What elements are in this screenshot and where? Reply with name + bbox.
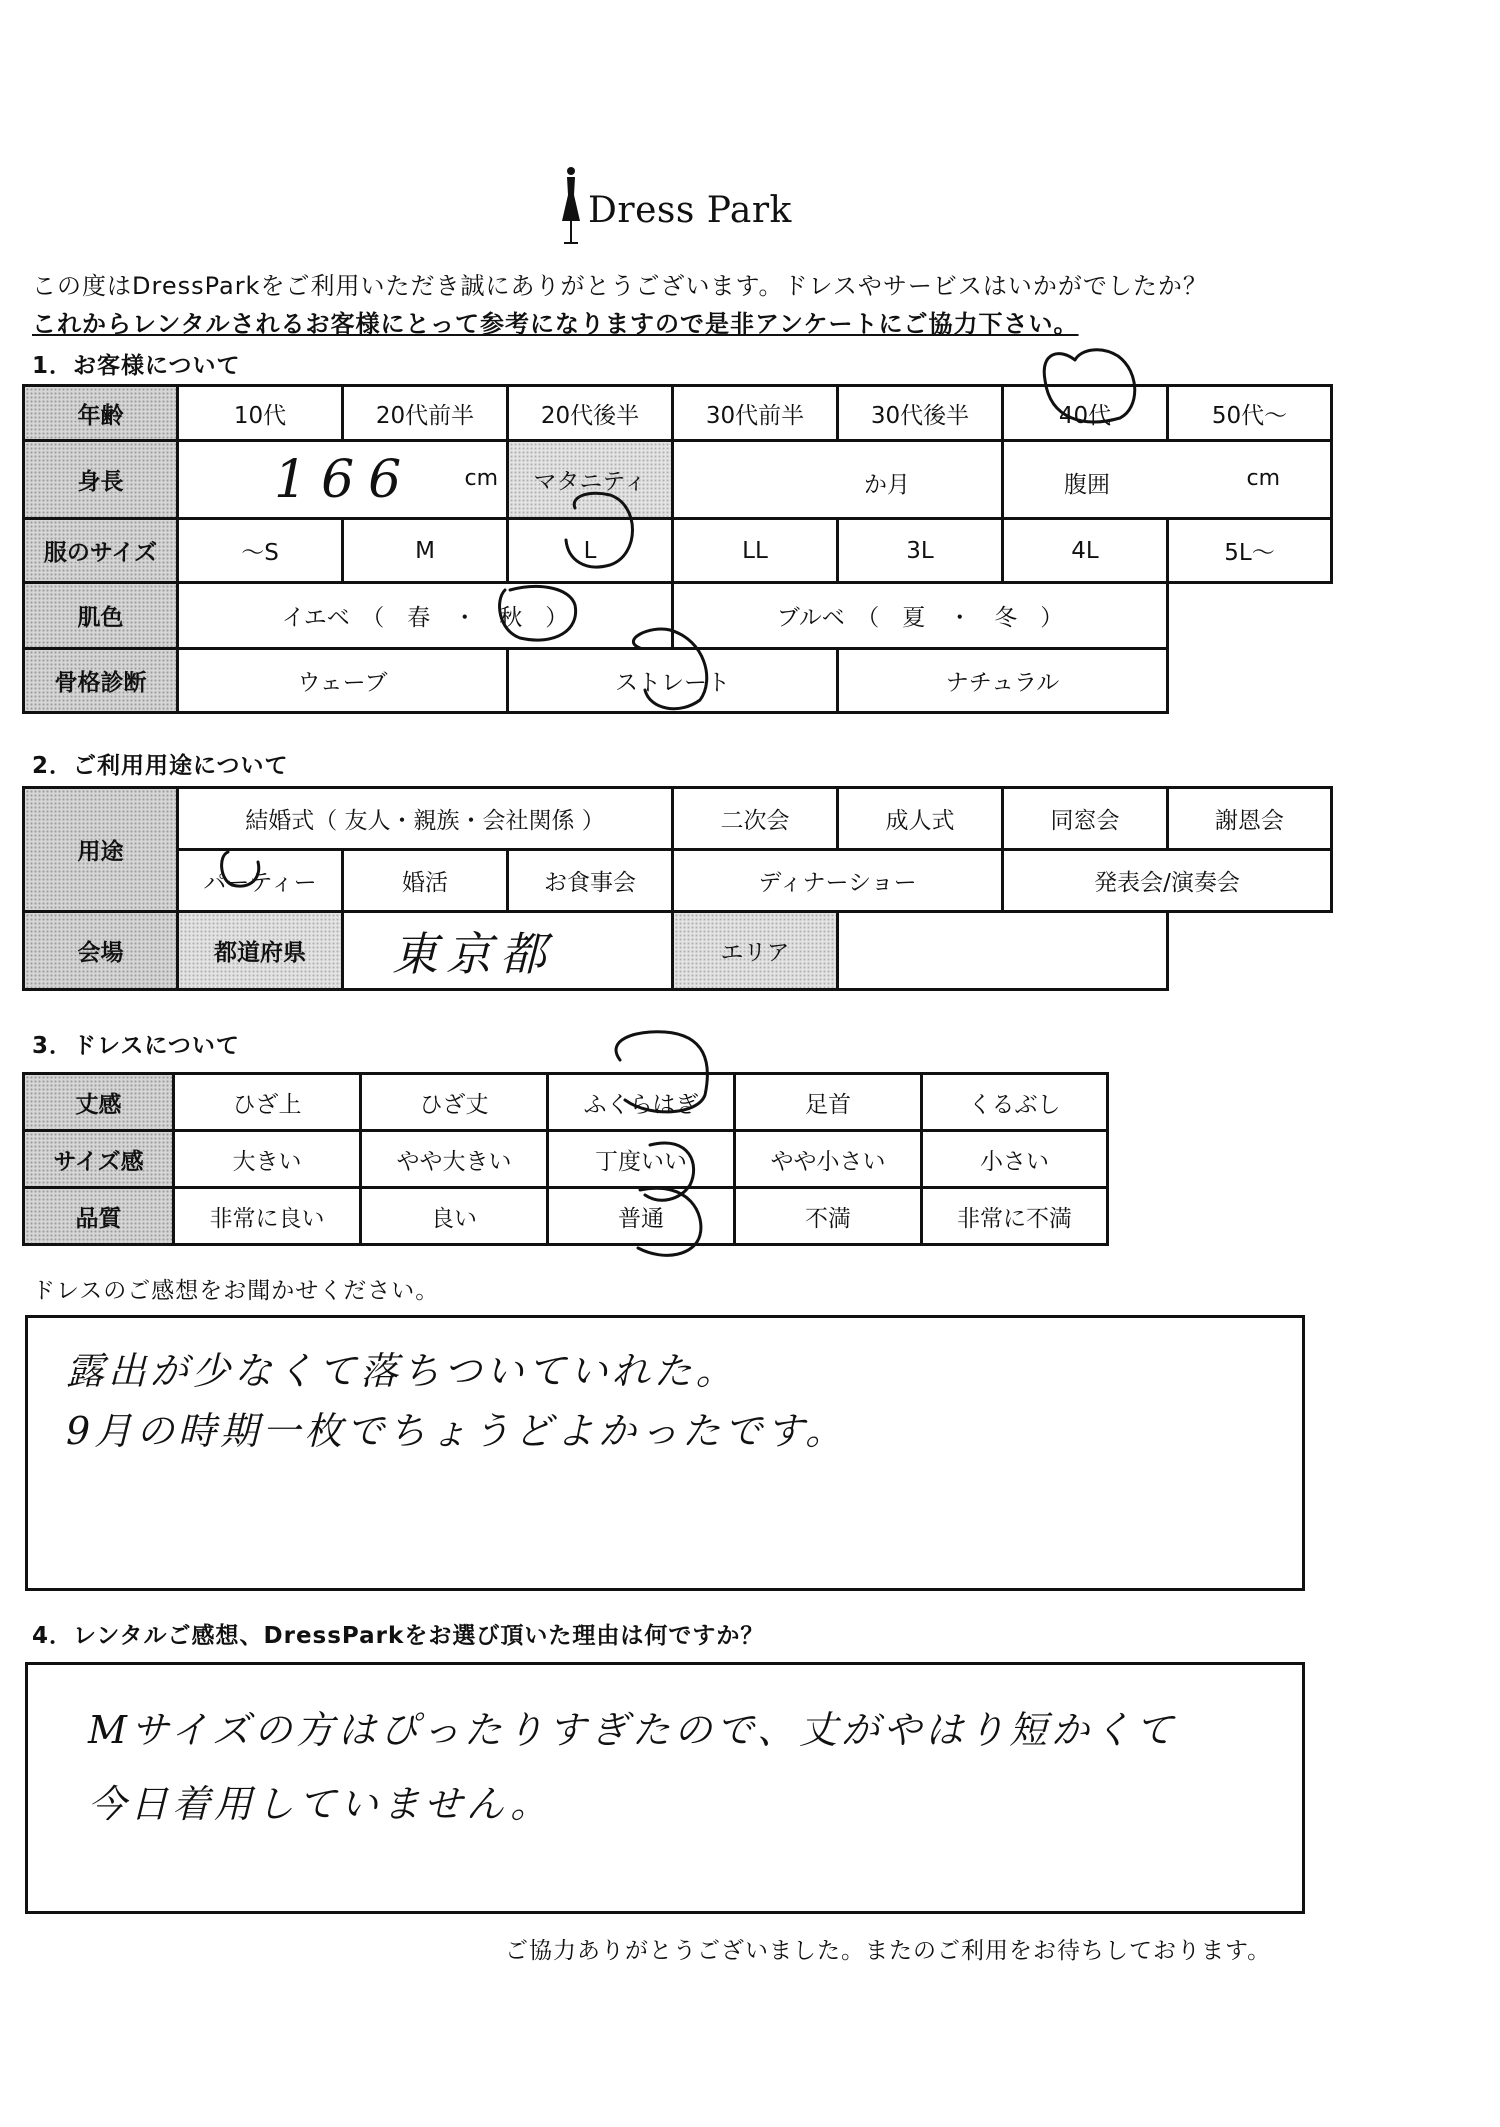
length-option[interactable]: 足首 bbox=[735, 1074, 922, 1131]
months-unit: か月 bbox=[864, 472, 910, 498]
length-option-selected[interactable]: ふくらはぎ bbox=[548, 1074, 735, 1131]
size-option-selected[interactable]: L bbox=[508, 519, 673, 583]
length-option[interactable]: ひざ上 bbox=[174, 1074, 361, 1131]
size-option[interactable]: M bbox=[343, 519, 508, 583]
venue-label: 会場 bbox=[24, 912, 178, 990]
waist-unit: cm bbox=[1246, 466, 1280, 491]
usage-option[interactable]: 謝恩会 bbox=[1168, 788, 1332, 850]
usage-table bbox=[22, 786, 1333, 991]
frame-option[interactable]: ナチュラル bbox=[838, 649, 1168, 713]
frame-label: 骨格診断 bbox=[24, 649, 178, 713]
prefecture-label: 都道府県 bbox=[178, 912, 343, 990]
age-option[interactable]: 50代～ bbox=[1168, 386, 1332, 441]
height-value: 166 bbox=[274, 450, 416, 510]
quality-option[interactable]: 良い bbox=[361, 1188, 548, 1245]
fit-option[interactable]: やや小さい bbox=[735, 1131, 922, 1188]
size-option[interactable]: ～S bbox=[178, 519, 343, 583]
fit-option-selected[interactable]: 丁度いい bbox=[548, 1131, 735, 1188]
usage-option[interactable]: 発表会/演奏会 bbox=[1003, 850, 1332, 912]
dress-logo-icon bbox=[558, 165, 584, 253]
usage-option[interactable]: 婚活 bbox=[343, 850, 508, 912]
area-value[interactable] bbox=[838, 912, 1168, 990]
age-option[interactable]: 20代後半 bbox=[508, 386, 673, 441]
footer-thanks: ご協力ありがとうございました。またのご利用をお待ちしております。 bbox=[505, 1938, 1272, 1964]
fit-option[interactable]: 大きい bbox=[174, 1131, 361, 1188]
height-label: 身長 bbox=[24, 441, 178, 519]
reason-comment-line: 今日着用していません。 bbox=[88, 1782, 553, 1826]
age-option[interactable]: 10代 bbox=[178, 386, 343, 441]
height-unit: cm bbox=[464, 466, 498, 491]
quality-label: 品質 bbox=[24, 1188, 174, 1245]
length-option[interactable]: くるぶし bbox=[922, 1074, 1108, 1131]
usage-option-selected[interactable]: パーティー bbox=[178, 850, 343, 912]
area-label: エリア bbox=[673, 912, 838, 990]
frame-option-selected[interactable]: ストレート bbox=[508, 649, 838, 713]
prefecture-value[interactable]: 東京都 bbox=[343, 912, 673, 990]
waist-field[interactable] bbox=[1003, 441, 1332, 519]
usage-label: 用途 bbox=[24, 788, 178, 912]
skin-row bbox=[24, 583, 1332, 649]
usage-option[interactable]: 結婚式（ 友人・親族・会社関係 ） bbox=[178, 788, 673, 850]
age-row bbox=[24, 386, 1332, 441]
waist-label: 腹囲 bbox=[1064, 472, 1110, 498]
skin-label: 肌色 bbox=[24, 583, 178, 649]
reason-comment-line: Mサイズの方はぴったりすぎたので、丈がやはり短かくて bbox=[88, 1708, 1178, 1752]
maternity-months-field[interactable] bbox=[673, 441, 1003, 519]
quality-option[interactable]: 非常に不満 bbox=[922, 1188, 1108, 1245]
height-field[interactable] bbox=[178, 441, 508, 519]
usage-option[interactable]: ディナーショー bbox=[673, 850, 1003, 912]
fit-option[interactable]: やや大きい bbox=[361, 1131, 548, 1188]
dress-comment-line: 9月の時期一枚でちょうどよかったです。 bbox=[66, 1409, 848, 1453]
size-label: 服のサイズ bbox=[24, 519, 178, 583]
quality-option[interactable]: 非常に良い bbox=[174, 1188, 361, 1245]
size-option[interactable]: 4L bbox=[1003, 519, 1168, 583]
brand-logo: Dress Park bbox=[588, 190, 792, 231]
length-option[interactable]: ひざ丈 bbox=[361, 1074, 548, 1131]
frame-row bbox=[24, 649, 1332, 713]
length-label: 丈感 bbox=[24, 1074, 174, 1131]
size-option[interactable]: LL bbox=[673, 519, 838, 583]
usage-option[interactable]: お食事会 bbox=[508, 850, 673, 912]
maternity-label: マタニティ bbox=[508, 441, 673, 519]
intro-request: これからレンタルされるお客様にとって参考になりますので是非アンケートにご協力下さい。 bbox=[32, 310, 1079, 338]
age-option[interactable]: 30代前半 bbox=[673, 386, 838, 441]
age-option-selected[interactable]: 40代 bbox=[1003, 386, 1168, 441]
age-label: 年齢 bbox=[24, 386, 178, 441]
size-option[interactable]: 5L～ bbox=[1168, 519, 1332, 583]
fit-label: サイズ感 bbox=[24, 1131, 174, 1188]
section3-title: 3．ドレスについて bbox=[32, 1033, 240, 1059]
quality-option[interactable]: 不満 bbox=[735, 1188, 922, 1245]
fit-option[interactable]: 小さい bbox=[922, 1131, 1108, 1188]
skin-yellow-option[interactable]: イエベ （ 春 ・ 秋 ） bbox=[178, 583, 673, 649]
age-option[interactable]: 30代後半 bbox=[838, 386, 1003, 441]
intro-text: この度はDressParkをご利用いただき誠にありがとうございます。ドレスやサービスはいかがでしたか？ bbox=[32, 272, 1208, 300]
dress-comment-box[interactable] bbox=[25, 1315, 1305, 1591]
section4-title: 4．レンタルご感想、DressParkをお選び頂いた理由は何ですか？ bbox=[32, 1623, 765, 1649]
frame-option[interactable]: ウェーブ bbox=[178, 649, 508, 713]
section1-title: 1．お客様について bbox=[32, 353, 241, 379]
dress-comment-prompt: ドレスのご感想をお聞かせください。 bbox=[32, 1278, 440, 1304]
height-row bbox=[24, 441, 1332, 519]
size-row bbox=[24, 519, 1332, 583]
usage-option[interactable]: 成人式 bbox=[838, 788, 1003, 850]
usage-option[interactable]: 二次会 bbox=[673, 788, 838, 850]
section2-title: 2．ご利用用途について bbox=[32, 753, 289, 779]
dress-comment-line: 露出が少なくて落ちついていれた。 bbox=[66, 1349, 738, 1393]
age-option[interactable]: 20代前半 bbox=[343, 386, 508, 441]
customer-table bbox=[22, 384, 1333, 714]
dress-table bbox=[22, 1072, 1109, 1246]
usage-option[interactable]: 同窓会 bbox=[1003, 788, 1168, 850]
reason-comment-box[interactable] bbox=[25, 1662, 1305, 1914]
quality-option-selected[interactable]: 普通 bbox=[548, 1188, 735, 1245]
skin-blue-option[interactable]: ブルベ （ 夏 ・ 冬 ） bbox=[673, 583, 1168, 649]
size-option[interactable]: 3L bbox=[838, 519, 1003, 583]
